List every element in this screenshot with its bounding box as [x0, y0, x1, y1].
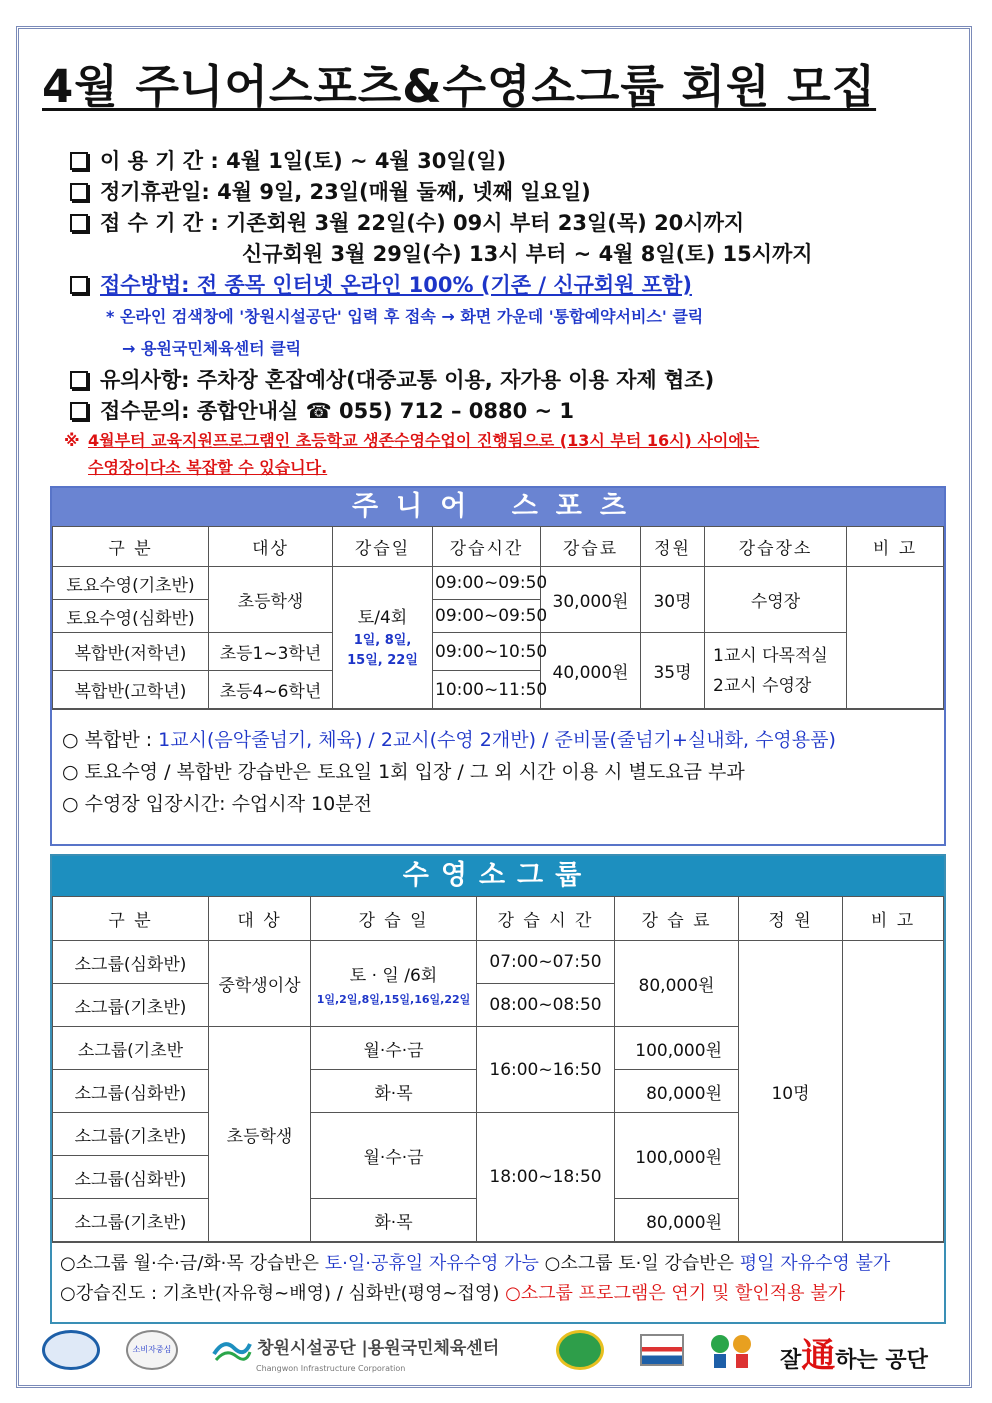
- time-cell: 07:00~07:50: [477, 941, 615, 984]
- footer-logos: [42, 1330, 958, 1374]
- checkbox-icon: [70, 371, 88, 389]
- checkbox-icon: [70, 214, 88, 232]
- capacity-cell: 10명: [739, 941, 843, 1242]
- junior-sports-section: [50, 486, 946, 846]
- fee-cell: 30,000원: [541, 567, 641, 633]
- info-closed: 정기휴관일: 4월 9일, 23일(매월 둘째, 넷째 일요일): [70, 177, 950, 208]
- class-name: 토요수영(심화반): [53, 600, 209, 633]
- target-cell: 초등학생: [209, 1027, 311, 1242]
- info-contact: 접수문의: 종합안내실 ☎ 055) 712 – 0880 ~ 1: [70, 396, 950, 427]
- warning-line-2: 수영장이다소 복잡할 수 있습니다.: [88, 458, 328, 477]
- slogan: 잘通하는 공단: [780, 1336, 928, 1376]
- checkbox-icon: [70, 183, 88, 201]
- time-cell: 18:00~18:50: [477, 1113, 615, 1242]
- table-header-row: [53, 527, 944, 567]
- col-header: 강습일: [333, 527, 433, 567]
- fee-cell: 80,000원: [615, 1199, 739, 1242]
- info-caution: 유의사항: 주차장 혼잡예상(대중교통 이용, 자가용 이용 자제 협조): [70, 365, 950, 396]
- table-row: [53, 633, 944, 671]
- col-header: 대 상: [209, 897, 311, 941]
- table-header-row: [53, 897, 944, 941]
- time-cell: 16:00~16:50: [477, 1027, 615, 1113]
- fee-cell: 40,000원: [541, 633, 641, 709]
- col-header: 정원: [641, 527, 705, 567]
- class-name: 소그룹(기초반): [53, 1199, 209, 1242]
- target-cell: 초등1~3학년: [209, 633, 333, 671]
- info-method: 접수방법: 전 종목 인터넷 온라인 100% (기존 / 신규회원 포함): [70, 270, 950, 301]
- fee-cell: 100,000원: [615, 1113, 739, 1199]
- target-cell: 초등학생: [209, 567, 333, 633]
- col-header: 강 습 료: [615, 897, 739, 941]
- info-period: 이 용 기 간 : 4월 1일(토) ~ 4월 30일(일): [70, 146, 950, 177]
- col-header: 구 분: [53, 527, 209, 567]
- character-logo-icon: [706, 1332, 758, 1374]
- fee-cell: 100,000원: [615, 1027, 739, 1070]
- checkbox-icon: [70, 276, 88, 294]
- class-name: 토요수영(기초반): [53, 567, 209, 600]
- info-reception-new: 신규회원 3월 29일(수) 13시 부터 ~ 4월 8일(토) 15시까지: [242, 242, 813, 266]
- class-name: 소그룹(심화반): [53, 941, 209, 984]
- class-name: 복합반(저학년): [53, 633, 209, 671]
- small-group-notes: [52, 1242, 944, 1315]
- fee-cell: 80,000원: [615, 1070, 739, 1113]
- capacity-cell: 35명: [641, 633, 705, 709]
- info-reception: 접 수 기 간 : 기존회원 3월 22일(수) 09시 부터 23일(목) 20시까지: [70, 208, 950, 239]
- col-header: 대상: [209, 527, 333, 567]
- capacity-cell: 30명: [641, 567, 705, 633]
- days-cell: 토/4회 1일, 8일, 15일, 22일: [333, 567, 433, 709]
- table-row: [53, 941, 944, 984]
- mascot-logo-icon: [556, 1330, 604, 1370]
- note-line: ○ 토요수영 / 복합반 강습반은 토요일 1회 입장 / 그 외 시간 이용 시 별도요금 부과: [62, 761, 745, 783]
- consumer-centered-badge: 소비자중심: [126, 1330, 178, 1370]
- target-cell: 초등4~6학년: [209, 671, 333, 709]
- col-header: 강 습 일: [311, 897, 477, 941]
- note-line: ○ 복합반 : 1교시(음악줄넘기, 체육) / 2교시(수영 2개반) / 준비물(줄넘기+실내화, 수영용품): [62, 729, 836, 751]
- class-name: 복합반(고학년): [53, 671, 209, 709]
- method-note-2: → 용원국민체육센터 클릭: [122, 339, 302, 358]
- small-group-section: [50, 854, 946, 1324]
- note-line: ○소그룹 월·수·금/화·목 강습반은 토·일·공휴일 자유수영 가능 ○소그룹 토·일 강습반은 평일 자유수영 불가: [60, 1253, 891, 1274]
- time-cell: 08:00~08:50: [477, 984, 615, 1027]
- corporation-seal-icon: [42, 1330, 100, 1370]
- page-title: 4월 주니어스포츠&수영소그룹 회원 모집: [42, 60, 877, 113]
- col-header: 구 분: [53, 897, 209, 941]
- remarks-cell: [843, 941, 944, 1242]
- time-cell: 09:00~10:50: [433, 633, 541, 671]
- col-header: 비 고: [843, 897, 944, 941]
- junior-sports-heading: 주니어 스포츠: [52, 488, 944, 526]
- small-group-heading: 수영소그룹: [52, 856, 944, 896]
- days-cell: 토 · 일 /6회 1일,2일,8일,15일,16일,22일: [311, 941, 477, 1027]
- time-cell: 10:00~11:50: [433, 671, 541, 709]
- time-cell: 09:00~09:50: [433, 567, 541, 600]
- flag-logo-icon: [640, 1334, 684, 1366]
- col-header: 비 고: [847, 527, 944, 567]
- days-cell: 월·수·금: [311, 1113, 477, 1199]
- target-cell: 중학생이상: [209, 941, 311, 1027]
- col-header: 정 원: [739, 897, 843, 941]
- days-cell: 화·목: [311, 1199, 477, 1242]
- fee-cell: 80,000원: [615, 941, 739, 1027]
- class-name: 소그룹(기초반: [53, 1027, 209, 1070]
- col-header: 강 습 시 간: [477, 897, 615, 941]
- remarks-cell: [847, 567, 944, 709]
- checkbox-icon: [70, 152, 88, 170]
- table-row: [53, 567, 944, 600]
- days-cell: 화·목: [311, 1070, 477, 1113]
- junior-sports-table: [52, 526, 944, 709]
- col-header: 강습장소: [705, 527, 847, 567]
- place-cell: 1교시 다목적실 2교시 수영장: [705, 633, 847, 709]
- note-line: ○강습진도 : 기초반(자유형~배영) / 심화반(평영~접영) ○소그룹 프로그램은 연기 및 할인적용 불가: [60, 1283, 845, 1304]
- class-name: 소그룹(심화반): [53, 1070, 209, 1113]
- brand-logo: 창원시설공단 |용원국민체육센터 Changwon Infrastructure Corporation: [212, 1334, 499, 1373]
- checkbox-icon: [70, 402, 88, 420]
- info-block: [64, 146, 950, 481]
- note-line: ○ 수영장 입장시간: 수업시작 10분전: [62, 793, 372, 815]
- days-cell: 월·수·금: [311, 1027, 477, 1070]
- col-header: 강습시간: [433, 527, 541, 567]
- warning-line-1: ※ 4월부터 교육지원프로그램인 초등학교 생존수영수업이 진행됨으로 (13시 부터 16시) 사이에는: [64, 431, 760, 450]
- time-cell: 09:00~09:50: [433, 600, 541, 633]
- col-header: 강습료: [541, 527, 641, 567]
- class-name: 소그룹(심화반): [53, 1156, 209, 1199]
- class-name: 소그룹(기초반): [53, 984, 209, 1027]
- junior-notes: [52, 709, 944, 830]
- small-group-table: [52, 896, 944, 1242]
- class-name: 소그룹(기초반): [53, 1113, 209, 1156]
- method-note-1: * 온라인 검색창에 '창원시설공단' 입력 후 접속 → 화면 가운데 '통합예약서비스' 클릭: [106, 307, 704, 326]
- wave-logo-icon: [212, 1334, 252, 1364]
- place-cell: 수영장: [705, 567, 847, 633]
